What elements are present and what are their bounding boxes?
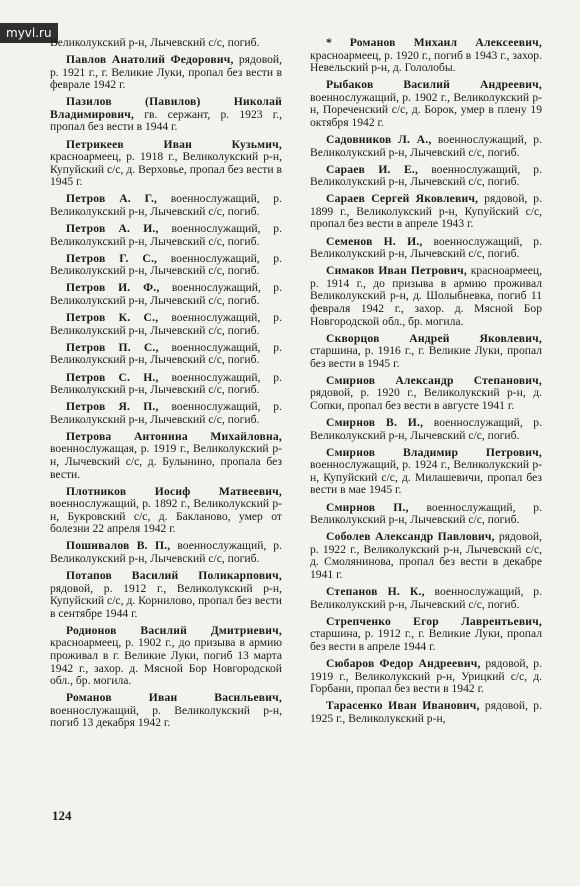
entry-details: рядовой, р. 1912 г., Великолукский р-н, Купуйский с/с, д. Корнилово, пропал без вести в сентябре 1944 г. [50,581,282,620]
memorial-entry [310,236,542,261]
memorial-entry [310,586,542,611]
entry-details: военнослужащий, р. Великолукский р-н, Лычевский с/с, погиб. [50,311,282,337]
entry-name: Петрикеев Иван Кузьмич, [66,137,282,151]
right-column [310,37,542,730]
entry-details: рядовой, р. 1925 г., Великолукский р-н, [310,699,542,725]
entry-name: Смирнов В. И., [326,416,424,430]
entry-details: красноармеец, р. 1920 г., погиб в 1943 г., захор. Невельский р-н, д. Гололобы. [310,48,542,75]
entry-name: Тарасенко Иван Иванович, [326,699,480,713]
memorial-entry [50,54,282,92]
entry-details: военнослужащий, р. Великолукский р-н, Лычевский с/с, погиб. [310,585,542,611]
memorial-entry [50,193,282,218]
entry-details: рядовой, р. 1899 г., Великолукский р-н, Купуйский с/с, пропал без вести в апреле 1943 г. [310,192,542,231]
memorial-entry [50,372,282,397]
entry-details: старшина, р. 1916 г., г. Великие Луки, пропал без вести в 1945 г. [310,344,542,370]
memorial-entry [310,134,542,159]
memorial-entry [310,447,542,497]
memorial-entry [310,375,542,413]
entry-name: Петров А. Г., [66,192,158,206]
memorial-entry [310,658,542,696]
entry-details: красноармеец, р. 1902 г., до призыва в армию проживал в г. Великие Луки, погиб 13 марта 1942 г., захор. д. Мясной Бор Новгородской обл., бр. могила. [50,636,282,688]
entry-details: красноармеец, р. 1918 г., Великолукский р-н, Купуйский с/с, д. Верховье, пропал без вести в 1945 г. [50,150,282,189]
site-badge[interactable]: myvl.ru [0,23,58,43]
entry-name: Сараев И. Е., [326,162,419,176]
entry-details: военнослужащий, р. Великолукский р-н, погиб 13 декабря 1942 г. [50,703,282,730]
memorial-entry [50,570,282,620]
entry-name: Пошивалов В. П., [66,539,171,553]
entry-name: Петрова Антонина Михайловна, [66,429,282,443]
entry-details: военнослужащий, р. Великолукский р-н, Лычевский с/с, погиб. [50,340,283,367]
entry-name: Петров К. С., [66,311,159,325]
entry-details: военнослужащий, р. Великолукский р-н, Лычевский с/с, погиб. [310,500,543,527]
entry-details: военнослужащий, р. Великолукский р-н, Лычевский с/с, погиб. [310,416,543,442]
entry-details: военнослужащая, р. 1919 г., Великолукский р-н, Лычевский с/с, д. Булынино, пропала без вести. [50,442,282,481]
memorial-entry [50,253,282,278]
entry-details: Великолукский р-н, Лычевский с/с, погиб. [50,36,260,49]
memorial-entry [50,486,282,536]
entry-name: Смирнов Александр Степанович, [326,373,542,387]
entry-details: военнослужащий, р. Великолукский р-н, Лычевский с/с, погиб. [50,192,282,218]
memorial-entry [310,531,542,581]
entry-name: Петров П. С., [66,340,159,354]
entry-name: Романов Михаил Алексеевич, [349,36,542,49]
memorial-entry [310,37,542,75]
page-number: 124 [52,808,72,823]
memorial-entry [310,265,542,328]
entry-name: Потапов Василий Поликарпович, [66,569,282,583]
memorial-entry [50,625,282,688]
memorial-entry [50,692,282,730]
entry-name: Петров С. Н., [66,370,159,384]
entry-name: Семенов Н. И., [326,234,423,248]
entry-name: Плотников Иосиф Матвеевич, [66,484,282,498]
memorial-entry [310,700,542,725]
entry-details: военнослужащий, р. Великолукский р-н, Лычевский с/с, погиб. [50,251,282,278]
entry-name: Стрепченко Егор Лаврентьевич, [326,614,542,628]
entry-details: военнослужащий, р. 1924 г., Великолукский р-н, Купуйский с/с, д. Милашевичи, пропал без вести в мае 1945 г. [310,458,542,497]
entry-details: военнослужащий, р. 1892 г., Великолукский р-н, Букровский с/с, д. Баклановo, умер от болезни 22 апреля 1942 г. [50,497,282,536]
memorial-entry [50,282,282,307]
entry-name: Рыбаков Василий Андреевич, [326,78,542,92]
memorial-entry [310,333,542,371]
entry-name: Петров И. Ф., [66,281,160,295]
memorial-entry [50,37,282,50]
memorial-entry [50,312,282,337]
entry-name: Романов Иван Васильевич, [66,691,282,705]
entry-details: военнослужащий, р. Великолукский р-н, Лычевский с/с, погиб. [310,133,542,159]
left-column [50,37,282,734]
entry-details: красноармеец, р. 1914 г., до призыва в армию проживал Великолукский р-н, д. Шолыбневка, погиб 11 февраля 1942 г., захор. д. Мясной Бор Новгородской обл., бр. могила. [310,264,542,328]
entry-name: Петров Я. П., [66,400,159,414]
entry-star-mark: * [326,36,350,49]
entry-name: Садовников Л. А., [326,133,432,147]
memorial-entry [310,193,542,231]
entry-name: Смирнов П., [326,500,409,514]
entry-name: Пазилов (Павилов) Николай Владимирович, [50,95,282,121]
memorial-entry [310,502,542,527]
entry-name: Петров А. И., [66,222,159,236]
memorial-entry [50,431,282,481]
memorial-entry [310,164,542,189]
memorial-entry [50,540,282,565]
entry-details: старшина, р. 1912 г., г. Великие Луки, пропал без вести в апреле 1944 г. [310,627,542,653]
entry-details: военнослужащий, р. Великолукский р-н, Лычевский с/с, погиб. [50,539,282,565]
memorial-entry [50,139,282,189]
entry-details: рядовой, р. 1919 г., Великолукский р-н, Урицкий с/с, д. Горбани, пропал без вести в 1942 г. [310,656,542,696]
entry-details: военнослужащий, р. Великолукский р-н, Лычевский с/с, погиб. [50,222,283,248]
memorial-entry [50,342,282,367]
entry-name: Скворцов Андрей Яковлевич, [326,331,542,345]
entry-details: военнослужащий, р. 1902 г., Великолукский р-н, Пореченский с/с, д. Борок, умер в плену 19 октября 1942 г. [310,90,542,129]
memorial-entry [50,223,282,248]
entry-details: гв. сержант, р. 1923 г., пропал без вести в 1944 г. [50,107,282,134]
entry-details: военнослужащий, р. Великолукский р-н, Лычевский с/с, погиб. [50,400,283,426]
entry-name: Сюбаров Федор Андреевич, [326,656,481,670]
entry-name: Соболев Александр Павлович, [326,530,495,544]
entry-name: Степанов Н. К., [326,585,425,599]
entry-details: военнослужащий, р. Великолукский р-н, Лычевский с/с, погиб. [310,234,543,261]
memorial-entry [310,616,542,654]
entry-details: военнослужащий, р. Великолукский р-н, Лычевский с/с, погиб. [310,162,543,189]
entry-name: Павлов Анатолий Федорович, [66,53,234,67]
entry-details: рядовой, р. 1922 г., Великолукский р-н, Лычевский с/с, д. Смолянинова, пропал без вести в декабре 1941 г. [310,530,542,581]
memorial-entry [310,417,542,442]
memorial-entry [50,401,282,426]
entry-name: Родионов Василий Дмитриевич, [66,623,282,637]
memorial-entry [310,79,542,129]
memorial-entry [50,96,282,134]
entry-details: рядовой, р. 1920 г., Великолукский р-н, д. Сопки, пропал без вести в августе 1941 г. [310,386,542,412]
entry-name: Сараев Сергей Яковлевич, [326,192,479,206]
entry-details: военнослужащий, р. Великолукский р-н, Лычевский с/с, погиб. [50,370,283,397]
entry-details: военнослужащий, р. Великолукский р-н, Лычевский с/с, погиб. [50,281,282,307]
entry-details: рядовой, р. 1921 г., г. Великие Луки, пропал без вести в феврале 1942 г. [50,53,282,92]
entry-name: Петров Г. С., [66,251,158,265]
entry-name: Симаков Иван Петрович, [326,264,467,278]
entry-name: Смирнов Владимир Петрович, [326,445,542,459]
